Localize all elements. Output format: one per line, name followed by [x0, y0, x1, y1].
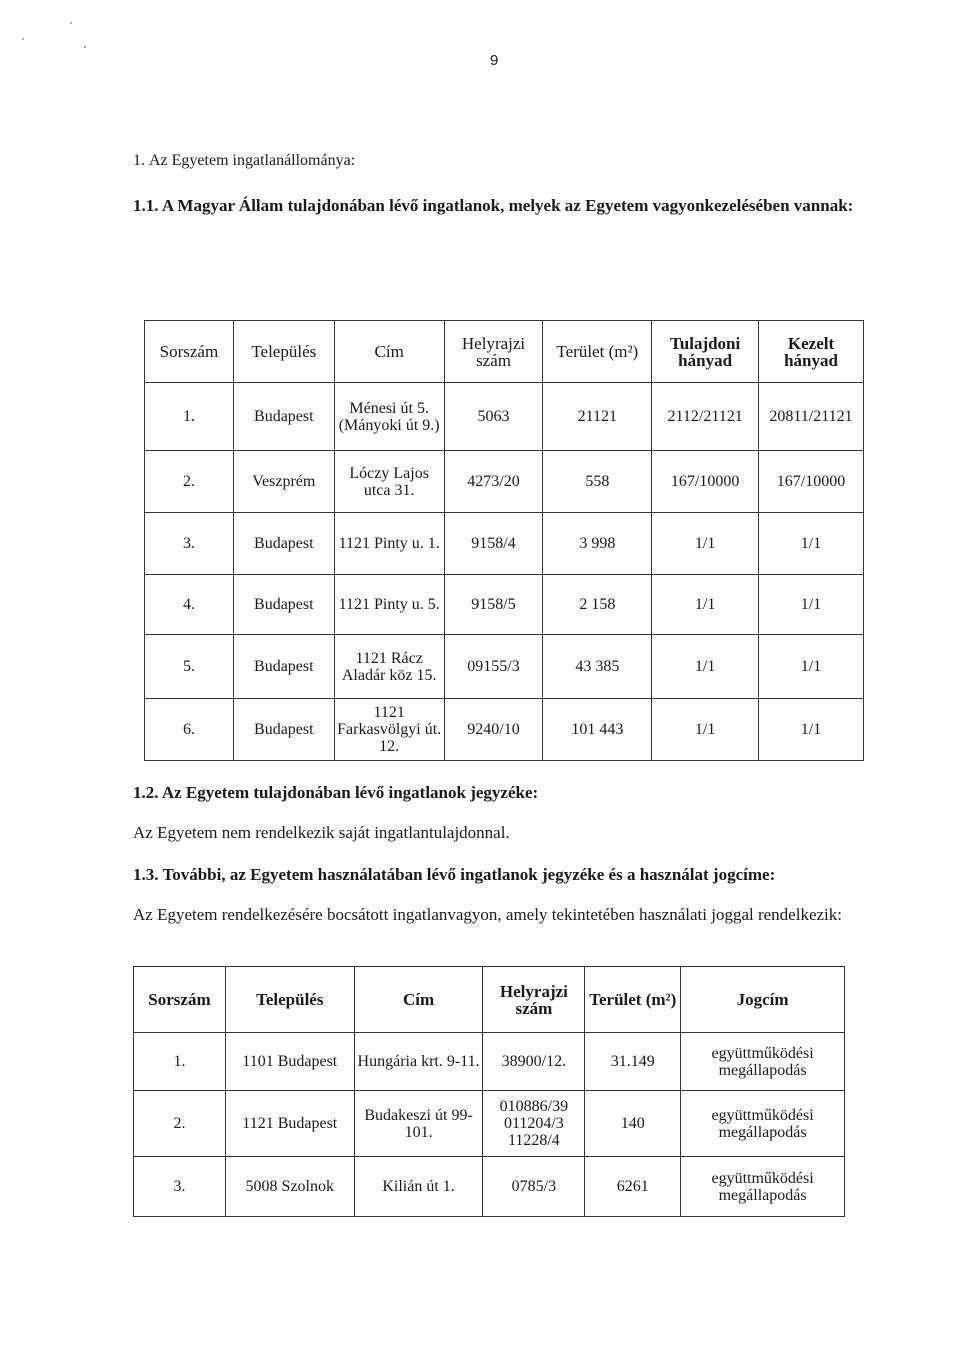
col-header-settlement: Település	[233, 321, 334, 383]
table-cell: Lóczy Lajos utca 31.	[334, 451, 444, 513]
col-header-settlement: Település	[225, 967, 354, 1033]
table-cell: Budapest	[233, 575, 334, 635]
table-cell: 558	[543, 451, 652, 513]
table-header-row	[145, 321, 864, 383]
table-cell: 5063	[444, 383, 543, 451]
heading-1-3	[133, 865, 775, 885]
table-row	[145, 575, 864, 635]
heading-1-3-title: További, az Egyetem használatában lévő ingatlanok jegyzéke és a használat jogcíme:	[162, 865, 776, 884]
col-header-serial: Sorszám	[134, 967, 226, 1033]
table-cell: 1121 Rácz Aladár köz 15.	[334, 635, 444, 699]
table-header-row	[134, 967, 845, 1033]
table-row	[145, 699, 864, 761]
table-cell: 43 385	[543, 635, 652, 699]
heading-1-2	[133, 783, 538, 803]
col-header-lot-number: Helyrajzi szám	[483, 967, 585, 1033]
table-cell: 1/1	[759, 575, 864, 635]
table-cell: együttműködési megállapodás	[681, 1091, 845, 1157]
table-cell: 5008 Szolnok	[225, 1157, 354, 1217]
heading-1-1-number: 1.1.	[133, 196, 159, 215]
table-cell: Budapest	[233, 513, 334, 575]
table-row	[145, 513, 864, 575]
table-cell: 1/1	[759, 513, 864, 575]
col-header-serial: Sorszám	[145, 321, 234, 383]
property-table-in-use	[133, 966, 845, 1217]
table-cell: 3.	[145, 513, 234, 575]
table-cell: 1121 Budapest	[225, 1091, 354, 1157]
scan-speck	[70, 22, 72, 24]
table-cell: Ménesi út 5. (Mányoki út 9.)	[334, 383, 444, 451]
col-header-address: Cím	[334, 321, 444, 383]
col-header-managed-share: Kezelt hányad	[759, 321, 864, 383]
property-table-owned-by-state	[144, 320, 864, 761]
table-cell: 4273/20	[444, 451, 543, 513]
table-cell: 1/1	[652, 513, 759, 575]
table-cell: 1121 Pinty u. 5.	[334, 575, 444, 635]
heading-1-title: Az Egyetem ingatlanállománya:	[149, 152, 356, 169]
scan-speck	[22, 38, 24, 40]
table-cell: Budapest	[233, 635, 334, 699]
table-cell: 09155/3	[444, 635, 543, 699]
table-cell: Budakeszi út 99-101.	[354, 1091, 483, 1157]
table-cell: 9158/4	[444, 513, 543, 575]
table-cell: 6261	[585, 1157, 681, 1217]
table-cell: 2.	[145, 451, 234, 513]
table-cell: 1101 Budapest	[225, 1033, 354, 1091]
paragraph-1-2: Az Egyetem nem rendelkezik saját ingatlantulajdonnal.	[133, 823, 510, 842]
table-cell: 2112/21121	[652, 383, 759, 451]
col-header-area: Terület (m²)	[543, 321, 652, 383]
table-cell: 1/1	[652, 699, 759, 761]
paragraph-1-3: Az Egyetem rendelkezésére bocsátott ingatlanvagyon, amely tekintetében használati joggal rendelkezik:	[133, 905, 842, 924]
col-header-address: Cím	[354, 967, 483, 1033]
scan-speck	[84, 46, 86, 48]
table-cell: 31.149	[585, 1033, 681, 1091]
table-cell: 3.	[134, 1157, 226, 1217]
heading-1-2-number: 1.2.	[133, 783, 159, 802]
table-cell: 9158/5	[444, 575, 543, 635]
table-cell: 6.	[145, 699, 234, 761]
table-cell: Kilián út 1.	[354, 1157, 483, 1217]
table-cell: Veszprém	[233, 451, 334, 513]
table-cell: 1/1	[652, 635, 759, 699]
table-cell: 4.	[145, 575, 234, 635]
heading-1-1-title: A Magyar Állam tulajdonában lévő ingatlanok, melyek az Egyetem vagyonkezelésében vannak:	[161, 196, 854, 215]
table-cell: 167/10000	[759, 451, 864, 513]
table-cell: 5.	[145, 635, 234, 699]
table-cell: együttműködési megállapodás	[681, 1157, 845, 1217]
col-header-area: Terület (m²)	[585, 967, 681, 1033]
table-cell: 1/1	[652, 575, 759, 635]
table-cell: 101 443	[543, 699, 652, 761]
table-row	[134, 1033, 845, 1091]
page-number: 9	[490, 52, 499, 69]
table-cell: 2.	[134, 1091, 226, 1157]
table-cell: 1.	[134, 1033, 226, 1091]
table-cell: 1121 Farkasvölgyi út. 12.	[334, 699, 444, 761]
table-cell: 1/1	[759, 699, 864, 761]
table-cell: együttműködési megállapodás	[681, 1033, 845, 1091]
table-cell: 1121 Pinty u. 1.	[334, 513, 444, 575]
table-cell: 0785/3	[483, 1157, 585, 1217]
table-row	[145, 635, 864, 699]
table-cell: 9240/10	[444, 699, 543, 761]
col-header-ownership-share: Tulajdoni hányad	[652, 321, 759, 383]
table-row	[134, 1091, 845, 1157]
table-cell: Hungária krt. 9-11.	[354, 1033, 483, 1091]
table-cell: 140	[585, 1091, 681, 1157]
table-cell: 3 998	[543, 513, 652, 575]
table-row	[145, 383, 864, 451]
table-cell: 1/1	[759, 635, 864, 699]
col-header-lot-number: Helyrajzi szám	[444, 321, 543, 383]
heading-1-3-number: 1.3.	[133, 865, 159, 884]
table-cell: 167/10000	[652, 451, 759, 513]
col-header-legal-title: Jogcím	[681, 967, 845, 1033]
table-cell: 1.	[145, 383, 234, 451]
table-cell: 38900/12.	[483, 1033, 585, 1091]
table-row	[145, 451, 864, 513]
table-cell: 2 158	[543, 575, 652, 635]
table-cell: 20811/21121	[759, 383, 864, 451]
table-cell: 21121	[543, 383, 652, 451]
table-row	[134, 1157, 845, 1217]
heading-1-number: 1.	[133, 152, 145, 169]
table-cell: Budapest	[233, 699, 334, 761]
table-cell: 010886/39 011204/3 11228/4	[483, 1091, 585, 1157]
heading-1-2-title: Az Egyetem tulajdonában lévő ingatlanok jegyzéke:	[161, 783, 539, 802]
heading-1	[133, 152, 355, 170]
heading-1-1	[133, 196, 873, 216]
table-cell: Budapest	[233, 383, 334, 451]
